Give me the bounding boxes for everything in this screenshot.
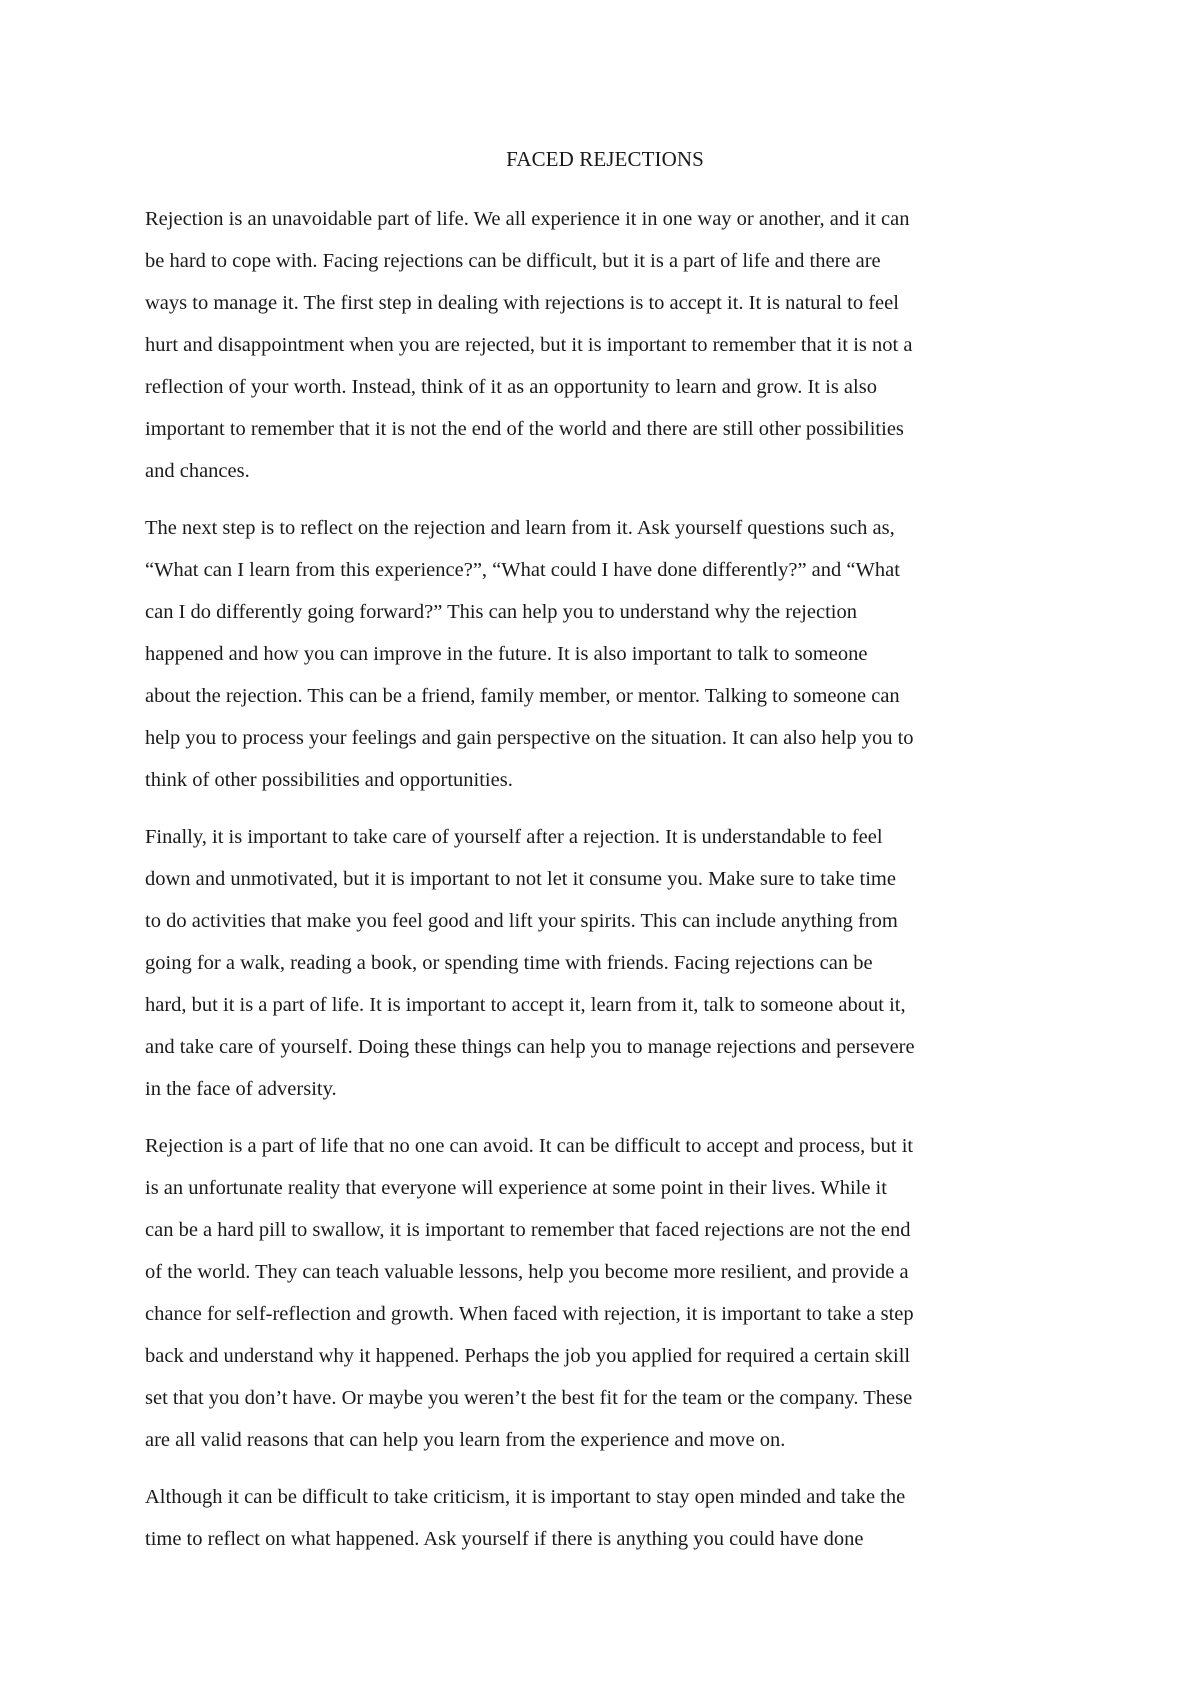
document-title: FACED REJECTIONS — [506, 147, 704, 171]
text-line: hurt and disappointment when you are rejected, but it is important to remember that it is not a — [145, 334, 913, 356]
text-line: down and unmotivated, but it is important to not let it consume you. Make sure to take time — [145, 868, 896, 890]
text-line: The next step is to reflect on the rejection and learn from it. Ask yourself questions such as, — [145, 517, 895, 539]
text-line: can be a hard pill to swallow, it is important to remember that faced rejections are not the end — [145, 1219, 911, 1241]
text-line: important to remember that it is not the end of the world and there are still other possibilities — [145, 418, 904, 440]
paragraph-5 — [145, 1476, 1067, 1560]
text-line: Although it can be difficult to take criticism, it is important to stay open minded and take the — [145, 1486, 906, 1508]
text-line: Rejection is an unavoidable part of life. We all experience it in one way or another, and it can — [145, 208, 910, 230]
paragraph-3 — [145, 816, 1067, 1110]
text-line: set that you don’t have. Or maybe you weren’t the best fit for the team or the company. These — [145, 1387, 913, 1409]
text-line: ways to manage it. The first step in dealing with rejections is to accept it. It is natural to feel — [145, 292, 899, 314]
text-line: and chances. — [145, 460, 250, 482]
text-line: are all valid reasons that can help you learn from the experience and move on. — [145, 1429, 786, 1451]
paragraph-1 — [145, 198, 1067, 492]
paragraph-2 — [145, 507, 1067, 801]
text-line: of the world. They can teach valuable lessons, help you become more resilient, and provide a — [145, 1261, 909, 1283]
text-line: be hard to cope with. Facing rejections can be difficult, but it is a part of life and there are — [145, 250, 881, 272]
text-line: Rejection is a part of life that no one can avoid. It can be difficult to accept and process, but it — [145, 1135, 914, 1157]
text-line: and take care of yourself. Doing these things can help you to manage rejections and persevere — [145, 1036, 915, 1058]
text-line: reflection of your worth. Instead, think of it as an opportunity to learn and grow. It is also — [145, 376, 877, 398]
text-line: is an unfortunate reality that everyone will experience at some point in their lives. While it — [145, 1177, 887, 1199]
text-line: can I do differently going forward?” This can help you to understand why the rejection — [145, 601, 857, 623]
text-line: think of other possibilities and opportunities. — [145, 769, 513, 791]
text-line: going for a walk, reading a book, or spending time with friends. Facing rejections can be — [145, 952, 873, 974]
text-line: time to reflect on what happened. Ask yourself if there is anything you could have done — [145, 1528, 864, 1550]
text-line: Finally, it is important to take care of yourself after a rejection. It is understandable to feel — [145, 826, 883, 848]
text-line: “What can I learn from this experience?”, “What could I have done differently?” and “What — [145, 559, 900, 581]
document-body — [145, 198, 1067, 1575]
text-line: happened and how you can improve in the future. It is also important to talk to someone — [145, 643, 868, 665]
text-line: chance for self-reflection and growth. When faced with rejection, it is important to take a step — [145, 1303, 914, 1325]
paragraph-4 — [145, 1125, 1067, 1461]
text-line: help you to process your feelings and gain perspective on the situation. It can also help you to — [145, 727, 914, 749]
text-line: to do activities that make you feel good and lift your spirits. This can include anything from — [145, 910, 898, 932]
text-line: hard, but it is a part of life. It is important to accept it, learn from it, talk to someone about it, — [145, 994, 906, 1016]
text-line: back and understand why it happened. Perhaps the job you applied for required a certain skill — [145, 1345, 911, 1367]
text-line: about the rejection. This can be a friend, family member, or mentor. Talking to someone can — [145, 685, 900, 707]
text-line: in the face of adversity. — [145, 1078, 337, 1100]
